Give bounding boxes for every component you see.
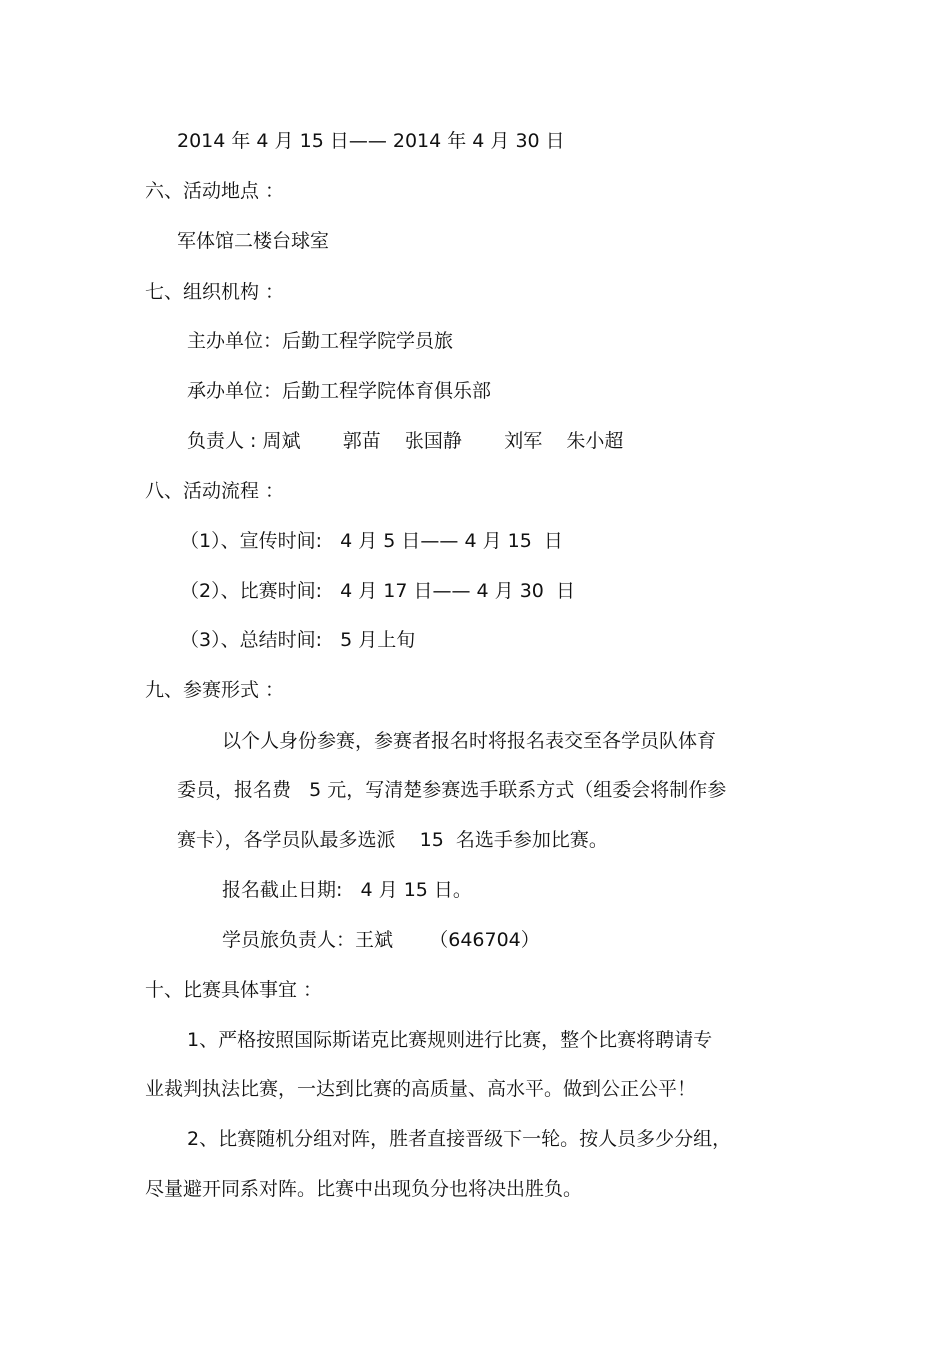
rule-1-line-1: 1、严格按照国际斯诺克比赛规则进行比赛，整个比赛将聘请专 <box>187 1029 713 1051</box>
process-step-1: （1）、宣传时间: 4 月 5 日—— 4 月 15 日 <box>180 530 563 552</box>
date-range: 2014 年 4 月 15 日—— 2014 年 4 月 30 日 <box>177 130 565 152</box>
process-step-2: （2）、比赛时间: 4 月 17 日—— 4 月 30 日 <box>180 580 575 602</box>
entry-paragraph-line-1: 以个人身份参赛，参赛者报名时将报名表交至各学员队体育 <box>222 730 717 752</box>
process-step-3: （3）、总结时间: 5 月上旬 <box>180 629 416 651</box>
host-unit: 主办单位：后勤工程学院学员旅 <box>187 330 454 352</box>
section-10-heading: 十、比赛具体事宜 ： <box>145 979 323 1001</box>
section-6-heading: 六、活动地点 ： <box>145 180 285 202</box>
section-7-heading: 七、组织机构 ： <box>145 281 285 303</box>
section-9-heading: 九、参赛形式 ： <box>145 679 285 701</box>
registration-deadline: 报名截止日期: 4 月 15 日。 <box>222 879 472 901</box>
rule-2-line-2: 尽量避开同系对阵。比赛中出现负分也将决出胜负。 <box>145 1178 583 1200</box>
rule-2-line-1: 2、比赛随机分组对阵，胜者直接晋级下一轮。按人员多少分组， <box>187 1128 732 1150</box>
brigade-contact: 学员旅负责人：王斌 （646704） <box>222 929 540 951</box>
entry-paragraph-line-3: 赛卡），各学员队最多选派 15 名选手参加比赛。 <box>177 829 608 851</box>
location-text: 军体馆二楼台球室 <box>177 230 330 252</box>
responsible-persons: 负责人 : 周斌 郭苗 张国静 刘军 朱小超 <box>187 430 624 452</box>
entry-paragraph-line-2: 委员，报名费 5 元，写清楚参赛选手联系方式（组委会将制作参 <box>177 779 727 801</box>
section-8-heading: 八、活动流程 ： <box>145 480 285 502</box>
rule-1-line-2: 业裁判执法比赛，一达到比赛的高质量、高水平。做到公正公平！ <box>145 1078 697 1100</box>
organizer-unit: 承办单位：后勤工程学院体育俱乐部 <box>187 380 492 402</box>
